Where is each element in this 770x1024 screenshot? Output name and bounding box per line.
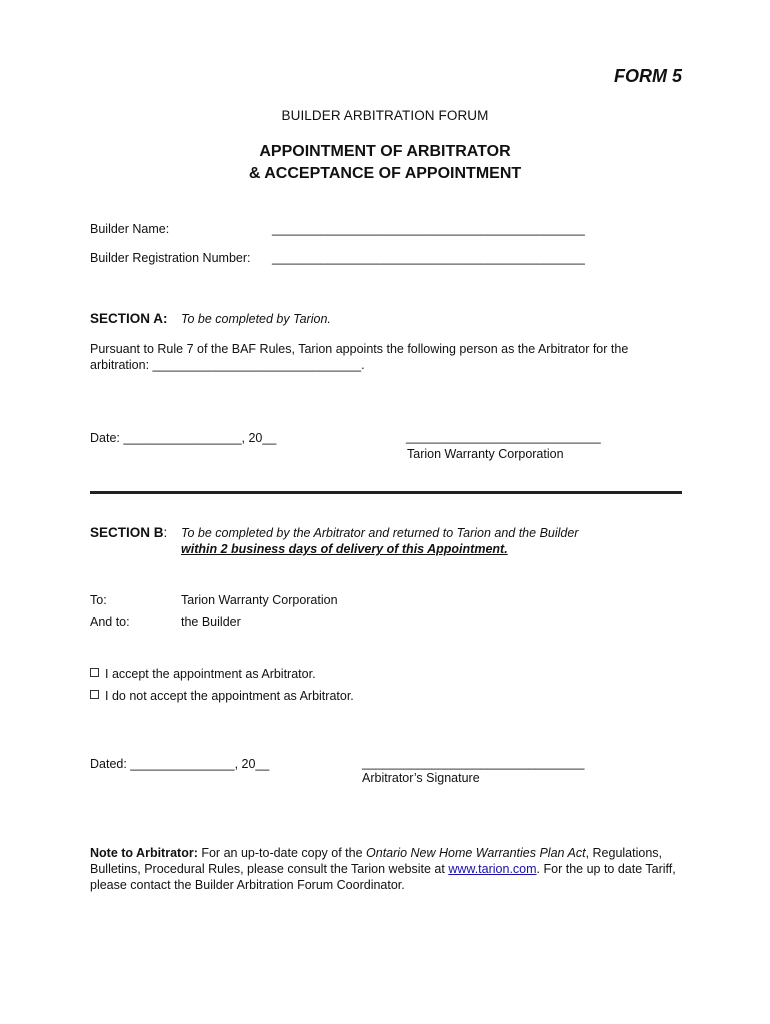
section-a-heading: SECTION A: [90, 311, 168, 326]
section-b-instruction-line-2: within 2 business days of delivery of this Appointment. [181, 542, 508, 556]
decline-option[interactable] [90, 689, 354, 703]
decline-option-label: I do not accept the appointment as Arbitrator. [105, 689, 354, 703]
section-a-paragraph-line-2[interactable]: arbitration: ______________________________. [90, 358, 365, 372]
forum-name: BUILDER ARBITRATION FORUM [281, 108, 489, 123]
builder-registration-field[interactable]: _____________________________________________ [272, 251, 585, 265]
note-to-arbitrator: Note to Arbitrator: For an up-to-date copy of the Ontario New Home Warranties Plan Act, Regulations, Bulletins, Procedural Rules, please consult the Tarion website at www.tarion.com. For the up to date Tariff, please contact the Builder Arbitration Forum Coordinator. [90, 846, 676, 892]
tarion-website-link[interactable]: www.tarion.com [448, 862, 537, 876]
accept-option-label: I accept the appointment as Arbitrator. [105, 667, 316, 681]
section-b-dated-field[interactable]: Dated: _______________, 20__ [90, 757, 270, 771]
decline-checkbox[interactable] [90, 690, 99, 699]
section-b-heading: SECTION B: [90, 525, 168, 540]
and-to-value: the Builder [181, 615, 241, 629]
arbitrator-signature-label: Arbitrator’s Signature [362, 771, 480, 785]
tarion-signature-label: Tarion Warranty Corporation [407, 447, 564, 461]
accept-option[interactable] [90, 667, 316, 681]
builder-name-label: Builder Name: [90, 222, 170, 236]
section-b-instruction-line-1: To be completed by the Arbitrator and returned to Tarion and the Builder [181, 526, 579, 540]
builder-name-field[interactable]: _____________________________________________ [272, 222, 585, 236]
to-label: To: [90, 593, 107, 607]
and-to-label: And to: [90, 615, 130, 629]
tarion-signature-line[interactable]: ____________________________ [406, 430, 601, 444]
section-a-paragraph-line-1: Pursuant to Rule 7 of the BAF Rules, Tarion appoints the following person as the Arbitrator for the [90, 342, 629, 356]
section-a-instruction: To be completed by Tarion. [181, 312, 331, 326]
builder-registration-label: Builder Registration Number: [90, 251, 251, 265]
form-number: FORM 5 [613, 66, 682, 86]
document-title-line-1: APPOINTMENT OF ARBITRATOR [259, 143, 511, 160]
accept-checkbox[interactable] [90, 668, 99, 677]
to-value: Tarion Warranty Corporation [181, 593, 338, 607]
act-name: Ontario New Home Warranties Plan Act [366, 846, 586, 860]
document-title-line-2: & ACCEPTANCE OF APPOINTMENT [248, 165, 522, 182]
note-label: Note to Arbitrator: [90, 846, 198, 860]
section-divider [90, 491, 682, 494]
arbitrator-signature-line[interactable]: ________________________________ [362, 756, 585, 770]
section-a-date-field[interactable]: Date: _________________, 20__ [90, 431, 277, 445]
